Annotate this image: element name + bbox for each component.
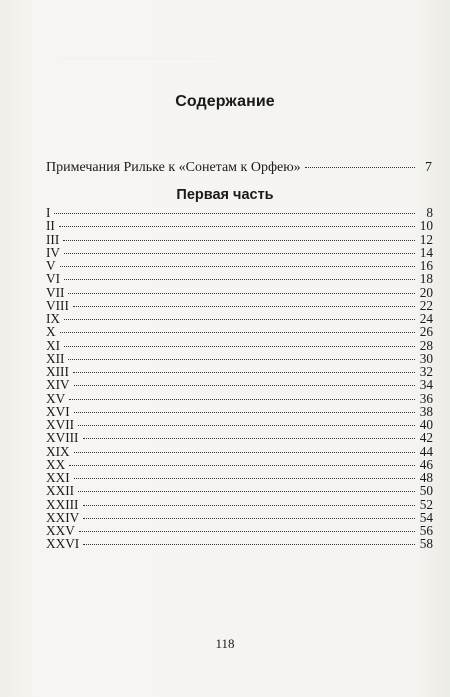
toc-entry bbox=[46, 418, 433, 431]
toc-entry-page: 28 bbox=[419, 337, 433, 353]
toc-entry-page: 7 bbox=[425, 160, 432, 175]
dot-leader bbox=[73, 306, 415, 307]
toc-entry-page: 20 bbox=[419, 284, 433, 300]
dot-leader bbox=[83, 518, 415, 519]
toc-entry-numeral: XV bbox=[46, 390, 66, 406]
toc-entry-page: 14 bbox=[419, 244, 433, 260]
dot-leader bbox=[83, 505, 416, 506]
toc-entry-page: 46 bbox=[419, 456, 433, 472]
toc-entry-label: Примечания Рильке к «Сонетам к Орфею» bbox=[46, 160, 301, 175]
toc-entry-page: 38 bbox=[419, 403, 433, 419]
toc-entry bbox=[46, 299, 433, 312]
toc-entry bbox=[46, 498, 433, 511]
toc-entry-page: 54 bbox=[419, 509, 433, 525]
toc-entry-numeral: I bbox=[46, 205, 51, 220]
dot-leader bbox=[60, 266, 415, 267]
dot-leader bbox=[74, 385, 415, 386]
toc-entry-page: 10 bbox=[419, 218, 433, 234]
dot-leader bbox=[60, 332, 415, 333]
dot-leader bbox=[73, 372, 415, 373]
dot-leader bbox=[59, 226, 415, 227]
toc-entry bbox=[46, 259, 433, 272]
section-heading: Первая часть bbox=[176, 187, 274, 203]
toc-entry-page: 56 bbox=[419, 523, 433, 538]
page-title: Содержание bbox=[175, 93, 275, 110]
toc-entry-numeral: III bbox=[46, 231, 60, 247]
toc-entry-notes bbox=[46, 160, 432, 176]
toc-entry bbox=[46, 219, 433, 232]
toc-entry bbox=[46, 272, 433, 285]
show-through-shadow bbox=[60, 58, 220, 71]
toc-entry-page: 12 bbox=[419, 231, 433, 247]
dot-leader bbox=[64, 346, 415, 347]
toc-entry-page: 58 bbox=[419, 536, 433, 552]
dot-leader bbox=[69, 465, 415, 466]
toc-entry-numeral: XIX bbox=[46, 443, 70, 459]
toc-entry-numeral: XI bbox=[46, 337, 61, 353]
dot-leader bbox=[305, 167, 415, 168]
toc-entry-page: 52 bbox=[419, 496, 433, 512]
toc-entry-numeral: II bbox=[46, 218, 55, 234]
dot-leader bbox=[83, 544, 415, 545]
toc-entry bbox=[46, 431, 433, 444]
toc-entry-numeral: XXII bbox=[46, 483, 75, 499]
toc-entry-numeral: VIII bbox=[46, 297, 69, 313]
toc-entry-page: 24 bbox=[419, 311, 433, 326]
toc-entry bbox=[46, 312, 433, 325]
dot-leader bbox=[78, 425, 415, 426]
toc-entry-page: 8 bbox=[426, 205, 433, 220]
toc-entry-page: 42 bbox=[419, 430, 433, 446]
toc-entry bbox=[46, 458, 433, 471]
toc-entry bbox=[46, 471, 433, 484]
toc-entry-numeral: XIV bbox=[46, 377, 70, 393]
dot-leader bbox=[64, 319, 415, 320]
dot-leader bbox=[63, 240, 415, 241]
dot-leader bbox=[68, 359, 415, 360]
toc-entry bbox=[46, 365, 433, 378]
toc-entry bbox=[46, 352, 433, 365]
toc-entry-numeral: XVI bbox=[46, 403, 70, 419]
toc-entry-numeral: XXIII bbox=[46, 496, 79, 512]
toc-entry bbox=[46, 286, 433, 299]
toc-entry bbox=[46, 233, 433, 246]
toc-entry-numeral: V bbox=[46, 258, 56, 273]
toc-entry bbox=[46, 392, 433, 405]
toc-entry-page: 32 bbox=[419, 364, 433, 379]
toc-entry-numeral: XX bbox=[46, 456, 66, 472]
page-number: 118 bbox=[215, 636, 235, 651]
toc-entry bbox=[46, 339, 433, 352]
toc-entry bbox=[46, 325, 433, 338]
dot-leader bbox=[78, 491, 415, 492]
toc-entry-page: 22 bbox=[419, 297, 433, 313]
dot-leader bbox=[83, 438, 416, 439]
toc-entry bbox=[46, 246, 433, 259]
toc-entry-page: 30 bbox=[419, 350, 433, 366]
toc-entry-numeral: XXVI bbox=[46, 536, 80, 552]
dot-leader bbox=[54, 213, 415, 214]
toc-entry bbox=[46, 537, 433, 550]
dot-leader bbox=[74, 452, 415, 453]
dot-leader bbox=[79, 531, 415, 532]
dot-leader bbox=[74, 412, 415, 413]
toc-entry-page: 44 bbox=[419, 443, 433, 459]
dot-leader bbox=[64, 279, 415, 280]
toc-entry-numeral: XXI bbox=[46, 470, 70, 485]
dot-leader bbox=[69, 399, 415, 400]
toc-entry bbox=[46, 206, 433, 219]
toc-entry-page: 34 bbox=[419, 377, 433, 393]
toc-entry-numeral: IX bbox=[46, 311, 61, 326]
dot-leader bbox=[64, 253, 415, 254]
toc-entry bbox=[46, 378, 433, 391]
toc-entry-numeral: X bbox=[46, 324, 56, 340]
toc-entry bbox=[46, 405, 433, 418]
toc-entry-numeral: XVIII bbox=[46, 430, 79, 446]
toc-entry-page: 48 bbox=[419, 470, 433, 485]
dot-leader bbox=[74, 478, 415, 479]
toc-entry-page: 50 bbox=[419, 483, 433, 499]
toc-entry-numeral: VII bbox=[46, 284, 65, 300]
toc-entry-numeral: VI bbox=[46, 271, 61, 287]
toc-entry-page: 26 bbox=[419, 324, 433, 340]
toc-entry-numeral: XII bbox=[46, 350, 65, 366]
toc-entry-numeral: XIII bbox=[46, 364, 69, 379]
toc-entry-numeral: XXV bbox=[46, 523, 75, 538]
toc-entry-page: 16 bbox=[419, 258, 433, 273]
toc-entry-page: 18 bbox=[419, 271, 433, 287]
dot-leader bbox=[68, 293, 415, 294]
toc-entry-numeral: XXIV bbox=[46, 509, 80, 525]
toc-entry bbox=[46, 511, 433, 524]
toc-entry bbox=[46, 524, 433, 537]
toc-entry-numeral: XVII bbox=[46, 417, 75, 432]
toc-entry-page: 40 bbox=[419, 417, 433, 432]
toc-list bbox=[46, 206, 433, 551]
toc-entry-numeral: IV bbox=[46, 244, 61, 260]
toc-entry-page: 36 bbox=[419, 390, 433, 406]
toc-entry bbox=[46, 445, 433, 458]
toc-entry bbox=[46, 484, 433, 497]
